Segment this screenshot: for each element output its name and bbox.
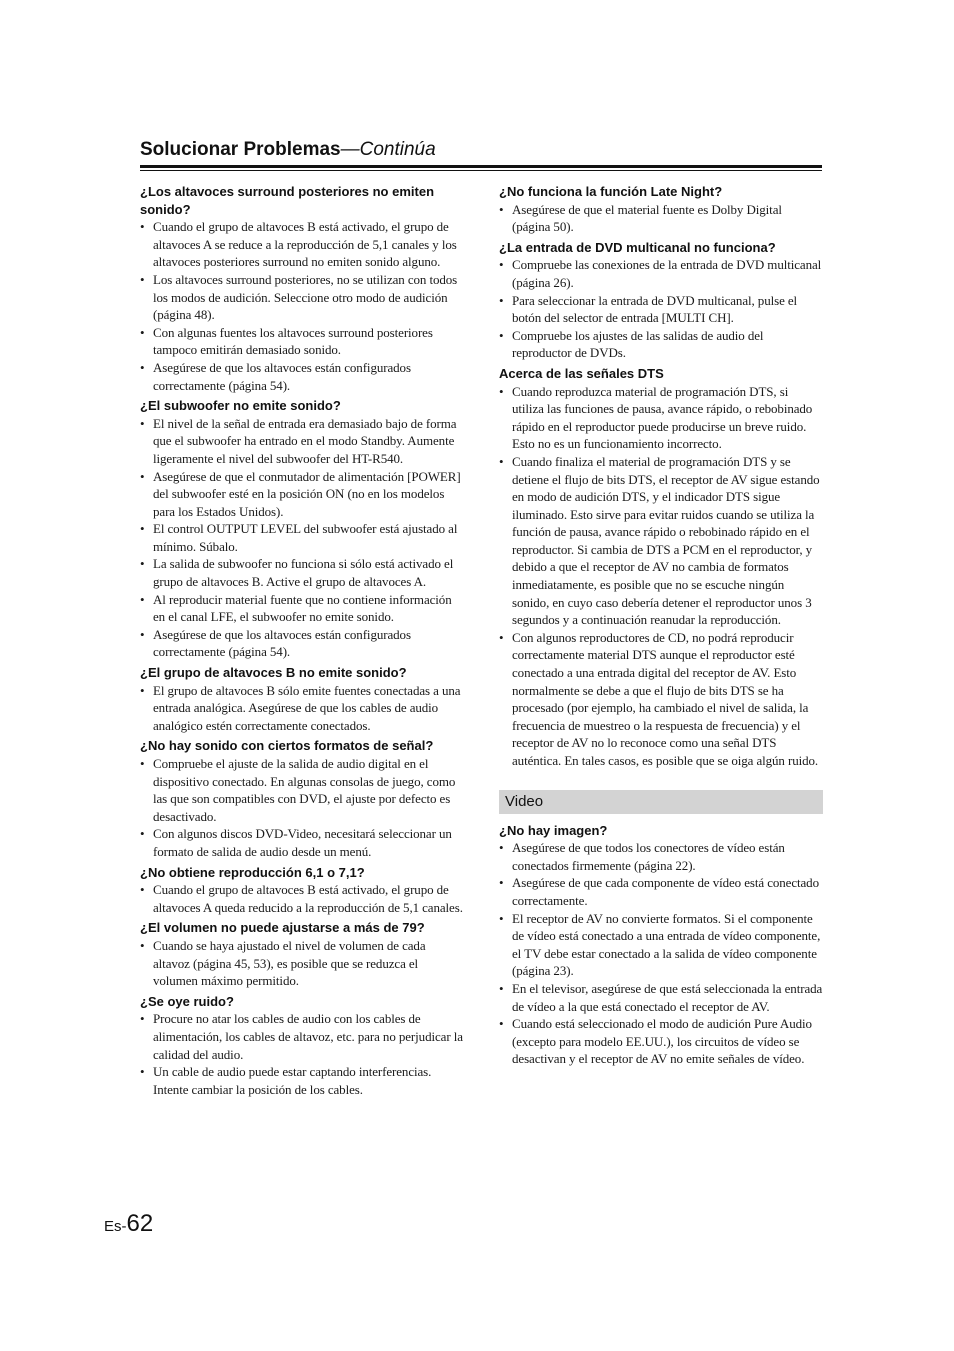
bullet-item: • Con algunos reproductores de CD, no podrá reproducir correctamente material DTS aunque el reproductor esté conectado a una entrada digital del receptor de AV. Esto normalmente se debe a que el flujo de bits DTS se ha procesado (por ejemplo, ha cambiado el nivel de salida, la frecuencia de muestreo o la respuesta de frecuencia) y el receptor de AV no lo reconoce como una señal DTS auténtica. En tales casos, es posible que se oiga algún ruido.: [499, 629, 823, 770]
section-heading: ¿No obtiene reproducción 6,1 o 7,1?: [140, 864, 365, 880]
bullet-item: • Compruebe las conexiones de la entrada de DVD multicanal (página 26).: [499, 256, 823, 291]
page-title: [140, 138, 822, 162]
bullet-item: • Un cable de audio puede estar captando interferencias. Intente cambiar la posición de los cables.: [140, 1063, 464, 1098]
page-title-continuation: —Continúa: [340, 139, 436, 160]
bullet-list: [140, 1010, 464, 1098]
page-number-prefix: Es-: [104, 1218, 127, 1235]
bullet-item: • Asegúrese de que el material fuente es Dolby Digital (página 50).: [499, 201, 823, 236]
section-heading: ¿No hay sonido con ciertos formatos de señal?: [140, 738, 434, 754]
section-heading: ¿No funciona la función Late Night?: [499, 184, 723, 199]
bullet-item: • El grupo de altavoces B sólo emite fuentes conectadas a una entrada analógica. Asegúrese de que los cables de audio analógico estén correctamente conectados.: [140, 682, 464, 735]
section-heading: ¿La entrada de DVD multicanal no funciona?: [499, 239, 776, 255]
video-section: [499, 822, 823, 1068]
bullet-item: • Con algunas fuentes los altavoces surround posteriores tampoco emitirán demasiado sonido.: [140, 324, 464, 359]
faq-section: [499, 183, 823, 236]
section-heading: Acerca de las señales DTS: [499, 365, 664, 381]
bullet-item: • Asegúrese de que cada componente de vídeo está conectado correctamente.: [499, 874, 823, 909]
section-heading: ¿No hay imagen?: [499, 822, 608, 838]
bullet-list: [499, 839, 823, 1068]
bullet-list: [140, 881, 464, 916]
right-sections: [499, 183, 823, 770]
section-heading: ¿El volumen no puede ajustarse a más de 79?: [140, 920, 425, 936]
right-column: [499, 183, 823, 1068]
bullet-item: • Los altavoces surround posteriores, no se utilizan con todos los modos de audición. Seleccione otro modo de audición (página 48).: [140, 271, 464, 324]
header-rule-thin: [140, 170, 822, 171]
bullet-item: • Procure no atar los cables de audio con los cables de alimentación, los cables de altavoz, etc. para no perjudicar la calidad del audio.: [140, 1010, 464, 1063]
bullet-item: • Asegúrese de que los altavoces están configurados correctamente (página 54).: [140, 626, 464, 661]
faq-section: [499, 239, 823, 362]
bullet-item: • La salida de subwoofer no funciona si sólo está activado el grupo de altavoces B. Active el grupo de altavoces A.: [140, 555, 464, 590]
bullet-item: • Asegúrese de que los altavoces están configurados correctamente (página 54).: [140, 359, 464, 394]
page-header: [140, 138, 822, 171]
video-section-band: [499, 790, 823, 814]
bullet-item: • Al reproducir material fuente que no contiene información en el canal LFE, el subwoofer no emite sonido.: [140, 591, 464, 626]
page-number-value: 62: [126, 1210, 154, 1237]
bullet-item: • Para seleccionar la entrada de DVD multicanal, pulse el botón del selector de entrada [MULTI CH].: [499, 292, 823, 327]
faq-section: [140, 737, 464, 860]
page-title-text: Solucionar Problemas: [140, 139, 341, 160]
faq-section: [140, 993, 464, 1099]
faq-section: [140, 664, 464, 734]
header-rule-thick: [140, 165, 822, 168]
bullet-item: • Cuando está seleccionado el modo de audición Pure Audio (excepto para modelo EE.UU.), los circuitos de vídeo se desactivan y el receptor de AV no emite señales de vídeo.: [499, 1015, 823, 1068]
bullet-list: [499, 201, 823, 236]
bullet-item: • Cuando el grupo de altavoces B está activado, el grupo de altavoces A queda reducido a la reproducción de 5,1 canales.: [140, 881, 464, 916]
bullet-item: • Compruebe los ajustes de las salidas de audio del reproductor de DVDs.: [499, 327, 823, 362]
bullet-list: [499, 383, 823, 770]
section-heading: ¿Se oye ruido?: [140, 993, 234, 1009]
bullet-item: • El nivel de la señal de entrada era demasiado bajo de forma que el subwoofer ha entrado en el modo Standby. Aumente ligeramente el nivel del subwoofer del HT-R540.: [140, 415, 464, 468]
bullet-list: [140, 218, 464, 394]
bullet-list: [140, 682, 464, 735]
bullet-list: [499, 256, 823, 362]
faq-section: [140, 919, 464, 989]
bullet-item: • El receptor de AV no convierte formatos. Si el componente de vídeo está conectado a una entrada de vídeo componente, el TV debe estar conectado a la salida de vídeo componente (página 23).: [499, 910, 823, 980]
bullet-list: [140, 937, 464, 990]
section-heading: ¿Los altavoces surround posteriores no emiten sonido?: [140, 184, 435, 217]
faq-section: [140, 183, 464, 394]
page-number: [104, 1210, 153, 1238]
bullet-item: • Cuando el grupo de altavoces B está activado, el grupo de altavoces A se reduce a la reproducción de 5,1 canales y los altavoces posteriores surround no emiten sonido alguno.: [140, 218, 464, 271]
bullet-item: • Asegúrese de que el conmutador de alimentación [POWER] del subwoofer esté en la posición ON (no en los modelos para los Estados Unidos).: [140, 468, 464, 521]
bullet-list: [140, 755, 464, 861]
faq-section: [140, 397, 464, 661]
bullet-item: • Compruebe el ajuste de la salida de audio digital en el dispositivo conectado. En algunas consolas de juego, como las que son compatibles con DVD, el ajuste por defecto es desactivado.: [140, 755, 464, 825]
bullet-item: • Con algunos discos DVD-Video, necesitará seleccionar un formato de salida de audio desde un menú.: [140, 825, 464, 860]
bullet-item: • Asegúrese de que todos los conectores de vídeo están conectados firmemente (página 22).: [499, 839, 823, 874]
bullet-item: • Cuando finaliza el material de programación DTS y se detiene el flujo de bits DTS, el receptor de AV sigue estando en modo de audición DTS, y el indicador DTS sigue iluminado. Esto sirve para evitar ruidos cuando se utiliza la función de pausa, avance rápido o rebobinado rápido en el reproductor. Si cambia de DTS a PCM en el reproductor, y debido a que el receptor de AV no cambia de formatos inmediatamente, es posible que no se escuche ningún sonido, en cuyo caso debería detener el reproductor unos 3 segundos y a continuación reanudar la reproducción.: [499, 453, 823, 629]
bullet-list: [140, 415, 464, 661]
left-column: [140, 183, 464, 1098]
video-band-label: Video: [505, 792, 544, 810]
bullet-item: • Cuando se haya ajustado el nivel de volumen de cada altavoz (página 45, 53), es posible que se reduzca el volumen máximo permitido.: [140, 937, 464, 990]
faq-section: [499, 365, 823, 770]
section-heading: ¿El grupo de altavoces B no emite sonido?: [140, 665, 407, 681]
section-heading: ¿El subwoofer no emite sonido?: [140, 398, 341, 414]
bullet-item: • En el televisor, asegúrese de que está seleccionada la entrada de vídeo a la que está conectado el receptor de AV.: [499, 980, 823, 1015]
bullet-item: • Cuando reproduzca material de programación DTS, si utiliza las funciones de pausa, avance rápido, o rebobinado rápido en el reproductor puede producirse un breve ruido. Esto no es un funcionamiento incorrecto.: [499, 383, 823, 453]
faq-section: [140, 864, 464, 917]
bullet-item: • El control OUTPUT LEVEL del subwoofer está ajustado al mínimo. Súbalo.: [140, 520, 464, 555]
